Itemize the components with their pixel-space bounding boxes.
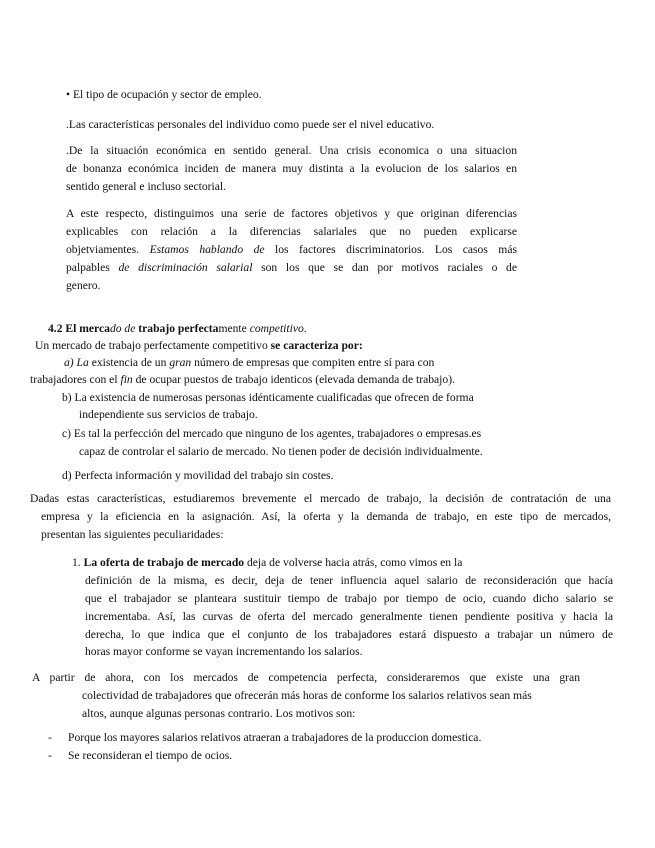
- text-line: sentido general e incluso sectorial.: [66, 180, 227, 193]
- text-line: altos, aunque algunas personas contrario. Los motivos son:: [82, 707, 356, 720]
- heading-italic: do de: [109, 322, 136, 335]
- text-run: los factores discriminatorios.: [275, 243, 425, 256]
- italic-run: fin: [120, 373, 133, 386]
- text-line: [30, 373, 455, 387]
- bullet-text: Porque los mayores salarios relativos atraeran a trabajadores de la produccion domestica.: [68, 731, 482, 744]
- text-run: Los casos más: [434, 243, 517, 256]
- para-personal-characteristics: .Las características personales del individuo como puede ser el nivel educativo.: [66, 118, 435, 131]
- text-line: colectividad de trabajadores que ofrecerán más horas de conforme los salarios relativos sean más: [82, 689, 532, 702]
- section-heading: [48, 322, 307, 336]
- text-line: capaz de controlar el salario de mercado. No tienen poder de decisión individualmente.: [79, 445, 483, 458]
- italic-run: gran: [169, 356, 192, 369]
- text-line: [66, 243, 517, 257]
- bullet-text: Se reconsideran el tiempo de ocios.: [68, 749, 233, 762]
- text-line: genero.: [66, 279, 101, 292]
- heading-bold: trabajo perfecta: [138, 322, 219, 335]
- text-line: derecha, lo que indica que el conjunto de los trabajadores estará dispuesto a trabajar un número de: [85, 628, 613, 641]
- text-line: .De la situación económica en sentido general. Una crisis economica o una situacion: [66, 144, 517, 157]
- section-intro: [35, 339, 363, 353]
- text-run: deja de volverse hacia atrás, como vimos en la: [246, 556, 463, 569]
- item-number: 1.: [72, 556, 81, 569]
- text-line: empresa y la eficiencia en la asignación. Así, la oferta y la demanda de trabajo, en este tipo de mercados,: [41, 510, 611, 523]
- text-run: Un mercado de trabajo perfectamente competitivo: [35, 339, 268, 352]
- text-line: horas mayor conforme se vayan incrementando los salarios.: [85, 645, 363, 658]
- text-run: número de empresas que compiten entre sí para con: [194, 356, 435, 369]
- text-line: c) Es tal la perfección del mercado que ninguno de los agentes, trabajadores o empresas.es: [62, 427, 482, 440]
- text-run: trabajadores con el: [30, 373, 118, 386]
- bold-run: se caracteriza por: [270, 339, 359, 352]
- text-line: b) La existencia de numerosas personas idénticamente cualificadas que ofrecen de forma: [62, 391, 474, 404]
- bold-run: La oferta de trabajo de mercado: [83, 556, 245, 569]
- para-occupation: • El tipo de ocupación y sector de empleo.: [66, 88, 262, 101]
- text-run: son: [261, 261, 278, 274]
- italic-run: Estamos hablando de: [149, 243, 265, 256]
- bullet-dash: -: [48, 731, 52, 744]
- text-line: presentan las siguientes peculiaridades:: [41, 528, 224, 541]
- text-run: existencia de un: [91, 356, 167, 369]
- text-line: [64, 356, 434, 370]
- text-line: [72, 556, 462, 570]
- bullet-dash: -: [48, 749, 52, 762]
- text-line: independiente sus servicios de trabajo.: [79, 408, 258, 421]
- text-line: [66, 261, 517, 275]
- text-run: objetviamentes.: [66, 243, 140, 256]
- text-run: los que se dan por motivos raciales o de: [285, 261, 518, 274]
- text-line: definición de la misma, es decir, deja de tener influencia aquel salario de reconsideración que hacía: [85, 574, 613, 587]
- heading-bold: 4.2 El merca: [48, 322, 110, 335]
- text-run: palpables: [66, 261, 110, 274]
- heading-italic: competitivo: [249, 322, 304, 335]
- text-line: que el trabajador se planteara sustituir tiempo de trabajo por tiempo de ocio, cuando dicho salario se: [85, 592, 613, 605]
- heading-run: te: [238, 322, 247, 335]
- heading-run: .: [303, 322, 307, 335]
- text-line: explicables con relación a la diferencias salariales que no pueden explicarse: [66, 225, 517, 238]
- list-item-d: d) Perfecta información y movilidad del trabajo sin costes.: [62, 469, 334, 482]
- text-line: de bonanza económica inciden de manera muy distinta a la evolucion de los salarios en: [66, 162, 517, 175]
- text-run: de ocupar puestos de trabajo identicos (elevada demanda de trabajo).: [135, 373, 455, 386]
- text-line: A este respecto, distinguimos una serie de factores objetivos y que originan diferencias: [66, 207, 517, 220]
- text-line: incrementaba. Así, las curvas de oferta del mercado generalmente tienen pendiente positiva y hacia la: [85, 610, 613, 623]
- bold-run: :: [358, 339, 363, 352]
- italic-run: de discriminación salarial: [118, 261, 253, 274]
- italic-run: a) La: [64, 356, 89, 369]
- heading-run: men: [218, 322, 239, 335]
- text-line: Dadas estas características, estudiaremos brevemente el mercado de trabajo, la decisión de contratación de una: [30, 492, 611, 505]
- text-line: A partir de ahora, con los mercados de competencia perfecta, consideraremos que existe una gran: [32, 671, 580, 684]
